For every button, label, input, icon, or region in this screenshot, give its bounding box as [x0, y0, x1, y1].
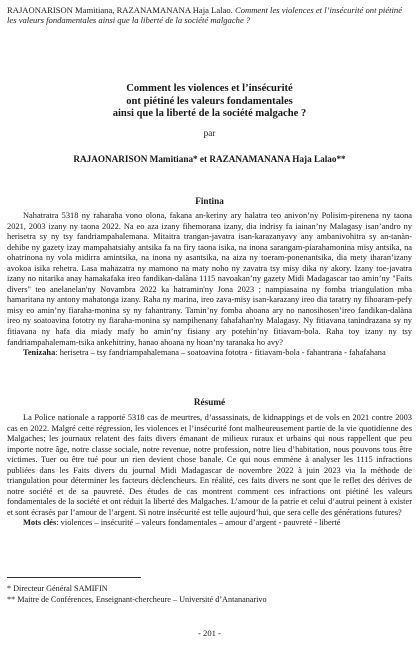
footnote-2: ** Maitre de Conférences, Enseignant-chercheure – Université d’Antananarivo	[7, 594, 267, 604]
by-label: par	[203, 128, 216, 138]
running-head-authors: RAJAONARISON Mamitiana, RAZANAMANANA Haja Lalao.	[7, 5, 233, 15]
title-line-2: ont piétiné les valeurs fondamentales	[126, 95, 293, 107]
fintina-keywords-text: : herisetra – tsy fandriampahalemana – soatoavina fototra - fitiavam-bola - fahantrana - fahafahana	[55, 348, 386, 358]
article-title	[30, 83, 389, 121]
page-number: - 201 -	[198, 628, 221, 638]
title-line-3: ainsi que la liberté de la société malgache ?	[112, 108, 307, 120]
authors-line: RAJAONARISON Mamitiana* et RAZANAMANANA Haja Lalao**	[73, 154, 346, 164]
fintina-paragraph: Nahatratra 5318 ny raharaha vono olona, fakana an-keriny ary halatra teo anivon’ny Polisim-pirenena ny taona 2021, 2003 izany ny taona 2022. Na eo aza izany fihemorana izany, dia indrisy fa iainan’ny Malagasy isan’andro ny herisetra sy ny tsy fandriampahalemana. Mitaitra trangan-javatra isan-karazanyavy any ambanivohitra sy an-tanàn-dehibe ny gazety izay mampahatsiahy antsika fa na firy taona isika, na inona sarangam-piarahamonina misy antsika, na ohatrinona ny vola midirra amintsika, na inona ny asantsika, na aiza ny toeram-ponenantsika, dia mety iharan’izany avokoa isika rehetra. Lasa mahazatra ny mamono na maty noho ny zavatra tsy misy dika ny akory. Izany toe-javatra izany no nitarika anay hamakafaka ireo fandikan-dalàna 1115 navoakan’ny gazety Midi Madagascar tao amin’ny "Faits divers" teo anelanelan'ny Novambra 2022 ka hatramin'ny Jona 2023 ; nampiasaina ny fomba triangulation mba hamaritana ny antony mahatonga izany. Raha ny marina, ireo zava-misy isan-karazany ireo dia taratry ny fihoaram-pefy misy eo amin’ny fiaraha-monina sy ny fahantrany. Tamin’ny fomba ahoana ary no nanosihosen’ireo fandikan-dalàna ireo ny soatoavina fototry ny fiaraha-monina sy nampihenany fahafahan'ny Malagasy. Ny fitiavana tanindrazana sy ny fitiavana ny hafa dia miady mafy ho amin’ny fisiany ary potehin’ny fitiavam-bola. Raha toy izany ny tsy fandriampahalemam-tsika ankehitriny, hanao ahoana ny hoan’ny taranaka ho avy?	[7, 211, 412, 347]
footnote-divider	[7, 577, 141, 578]
footnotes	[7, 584, 412, 605]
running-head-title: Comment les violences et l’insécurité ont piétiné les valeurs fondamentales ainsi que la liberté de la société malgache ?	[7, 5, 403, 26]
resume-keywords-text: : violences – insécurité – valeurs fondamentales – amour d’argent - pauvreté - liberté	[56, 518, 341, 528]
fintina-keywords-label: Tenizaha	[23, 348, 56, 358]
running-header	[7, 5, 412, 25]
resume-paragraph: La Police nationale a rapporté 5318 cas de meurtres, d’assassinats, de kidnappings et de vols en 2021 contre 2003 cas en 2022. Malgré cette régression, les violences et l’insécurité font malheureusement partie de la vie quotidienne des Malgaches; les journaux relatent des faits divers émanant de milieux ruraux et urbains qui nous rappellent que peu importe notre âge, notre classe sociale, notre revenue, notre profession, notre lieu d’habitation, nous pouvons tous être victimes. Tuer ou être tué pour un rien devient chose banale. Ce qui nous emmène à analyser les 1115 infractions publiées dans les Faits divers du journal Midi Madagascar de novembre 2022 à juin 2023 via la méthode de triangulation pour déterminer les facteurs déclencheurs. En réalité, ces faits divers ne sont que le reflet des dérives de notre société et de sa pauvreté. Des études de cas montrent comment ces infractions ont piétiné les valeurs fondamentales de la société et ont réduit la liberté des Malgaches. L’amour de la patrie et celui d’autrui peinent à exister et sont écrasés par l’amour de l’argent. Si notre insécurité est telle aujourd’hui, que sera celle des générations futures?	[7, 413, 412, 517]
resume-keywords	[7, 518, 412, 529]
resume-heading: Résumé	[193, 397, 226, 407]
resume-keywords-label: Mots clés	[23, 518, 57, 528]
title-line-1: Comment les violences et l’insécurité	[126, 83, 293, 94]
fintina-heading: Fintina	[195, 196, 224, 206]
footnote-1: * Directeur Général SAMIFIN	[7, 584, 108, 593]
fintina-section	[7, 211, 412, 359]
resume-section	[7, 413, 412, 529]
fintina-keywords	[7, 348, 412, 359]
